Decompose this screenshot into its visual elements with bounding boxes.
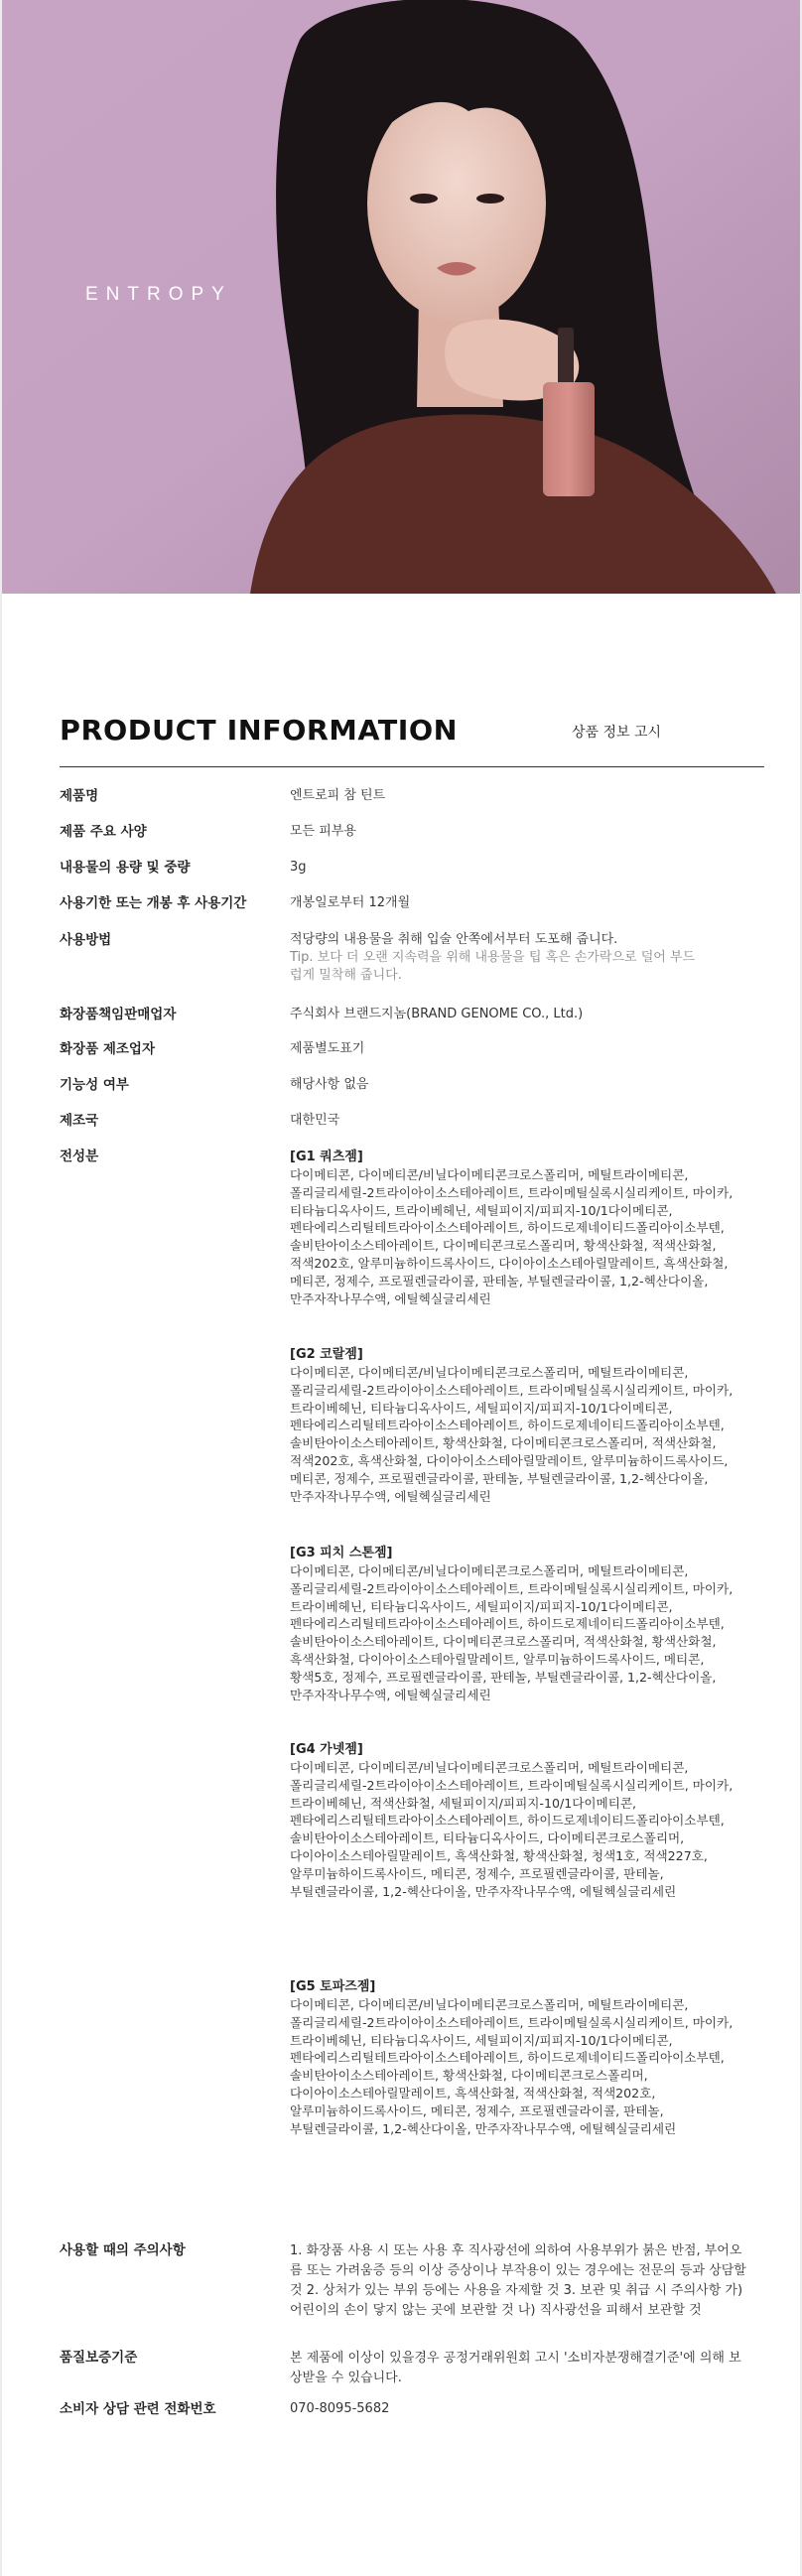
ingredient-g3 <box>290 1544 746 1703</box>
ingredient-g1-title: [G1 쿼츠젬] <box>290 1150 363 1164</box>
spec-value-specs: 모든 피부용 <box>290 824 356 839</box>
ingredient-g1-text: 다이메티콘, 다이메티콘/비닐다이메티콘크로스폴리머, 메틸트라이메티콘, 폴리글리세릴-2트라이아이소스테아레이트, 트라이메틸실록시실리케이트, 마이카, 티타늄디옥사이드, 트라이베헤닌, 세틸피이지/피피지-10/1다이메티콘, 펜타에리스리틸테트라아이소스테아레이트, 하이드로제네이티드폴리아이소부텐, 솔비탄아이소스테아레이트, 다이메티콘크로스폴리머, 황색산화철, 적색산화철, 적색202호, 알루미늄하이드록사이드, 다이아이소스테아릴말레이트, 흑색산화철, 메티콘, 정제수, 프로필렌글라이콜, 판테놀, 부틸렌글라이콜, 1,2-헥산다이올, 만주자작나무수액, 에틸헥실글리세린 <box>290 1167 734 1306</box>
spec-label-caution: 사용할 때의 주의사항 <box>60 2242 186 2258</box>
ingredient-g4-title: [G4 가넷젬] <box>290 1742 363 1757</box>
section-header <box>60 711 764 767</box>
spec-label-country: 제조국 <box>60 1113 99 1129</box>
spec-value-seller: 주식회사 브랜드지놈(BRAND GENOME CO., Ltd.) <box>290 1007 584 1021</box>
ingredient-g1 <box>290 1148 746 1307</box>
spec-label-usage: 사용방법 <box>60 932 112 948</box>
spec-value-usage <box>290 931 707 985</box>
spec-value-country: 대한민국 <box>290 1113 340 1128</box>
spec-value-shelf-life: 개봉일로부터 12개월 <box>290 895 411 910</box>
ingredient-g4-text: 다이메티콘, 다이메티콘/비닐다이메티콘크로스폴리머, 메틸트라이메티콘, 폴리글리세릴-2트라이아이소스테아레이트, 트라이메틸실록시실리케이트, 마이카, 트라이베헤닌, 적색산화철, 세틸피이지/피피지-10/1다이메티콘, 펜타에리스리틸테트라아이소스테아레이트, 하이드로제네이티드폴리아이소부텐, 솔비탄아이소스테아레이트, 티타늄디옥사이드, 다이메티콘크로스폴리머, 다이아이소스테아릴말레이트, 흑색산화철, 황색산화철, 청색1호, 적색227호, 알루미늄하이드록사이드, 메티콘, 정제수, 프로필렌글라이콜, 판테놀, 부틸렌글라이콜, 1,2-헥산다이올, 만주자작나무수액, 에틸헥실글리세린 <box>290 1760 734 1899</box>
usage-text: 적당량의 내용물을 취해 입술 안쪽에서부터 도포해 줍니다. <box>290 932 618 947</box>
ingredient-g2-text: 다이메티콘, 다이메티콘/비닐다이메티콘크로스폴리머, 메틸트라이메티콘, 폴리글리세릴-2트라이아이소스테아레이트, 트라이메틸실록시실리케이트, 마이카, 트라이베헤닌, 티타늄디옥사이드, 세틸피이지/피피지-10/1다이메티콘, 펜타에리스리틸테트라아이소스테아레이트, 하이드로제네이티드폴리아이소부텐, 솔비탄아이소스테아레이트, 황색산화철, 다이메티콘크로스폴리머, 적색산화철, 적색202호, 흑색산화철, 다이아이소스테아릴말레이트, 알루미늄하이드록사이드, 메티콘, 정제수, 프로필렌글라이콜, 판테놀, 부틸렌글라이콜, 1,2-헥산다이올, 만주자작나무수액, 에틸헥실글리세린 <box>290 1365 734 1504</box>
ingredient-g3-title: [G3 피치 스톤젬] <box>290 1546 393 1560</box>
spec-label-shelf-life: 사용기한 또는 개봉 후 사용기간 <box>60 895 247 911</box>
ingredient-g5 <box>290 1977 746 2137</box>
product-detail-page <box>2 0 800 2576</box>
spec-label-phone: 소비자 상담 관련 전화번호 <box>60 2401 216 2417</box>
hero-banner <box>2 0 800 594</box>
spec-label-seller: 화장품책임판매업자 <box>60 1007 177 1022</box>
spec-value-volume: 3g <box>290 860 307 875</box>
spec-value-quality: 본 제품에 이상이 있을경우 공정거래위원회 고시 '소비자분쟁해결기준'에 의해 보상받을 수 있습니다. <box>290 2351 741 2385</box>
spec-value-phone: 070-8095-5682 <box>290 2401 390 2416</box>
spec-label-product-name: 제품명 <box>60 788 99 804</box>
spec-label-volume: 내용물의 용량 및 중량 <box>60 860 191 876</box>
spec-label-quality: 품질보증기준 <box>60 2350 138 2366</box>
usage-tip: Tip. 보다 더 오랜 지속력을 위해 내용물을 팁 혹은 손가락으로 덜어 부드럽게 밀착해 줍니다. <box>290 950 696 983</box>
spec-value-product-name: 엔트로피 참 틴트 <box>290 788 386 803</box>
ingredient-g2-title: [G2 코랄젬] <box>290 1347 363 1362</box>
spec-label-specs: 제품 주요 사양 <box>60 824 147 840</box>
ingredient-g5-title: [G5 토파즈젬] <box>290 1979 376 1994</box>
spec-value-manufacturer: 제품별도표기 <box>290 1041 365 1056</box>
brand-wordmark: ENTROPY <box>85 284 232 305</box>
ingredient-g5-text: 다이메티콘, 다이메티콘/비닐다이메티콘크로스폴리머, 메틸트라이메티콘, 폴리글리세릴-2트라이아이소스테아레이트, 트라이메틸실록시실리케이트, 마이카, 트라이베헤닌, 티타늄디옥사이드, 세틸피이지/피피지-10/1다이메티콘, 펜타에리스리틸테트라아이소스테아레이트, 하이드로제네이티드폴리아이소부텐, 솔비탄아이소스테아레이트, 황색산화철, 다이메티콘크로스폴리머, 다이아이소스테아릴말레이트, 흑색산화철, 적색산화철, 적색202호, 알루미늄하이드록사이드, 메티콘, 정제수, 프로필렌글라이콜, 판테놀, 부틸렌글라이콜, 1,2-헥산다이올, 만주자작나무수액, 에틸헥실글리세린 <box>290 1997 734 2136</box>
spec-label-ingredients: 전성분 <box>60 1149 99 1164</box>
page-subtitle: 상품 정보 고시 <box>572 725 662 741</box>
page-title: PRODUCT INFORMATION <box>60 714 459 746</box>
ingredient-g3-text: 다이메티콘, 다이메티콘/비닐다이메티콘크로스폴리머, 메틸트라이메티콘, 폴리글리세릴-2트라이아이소스테아레이트, 트라이메틸실록시실리케이트, 마이카, 트라이베헤닌, 티타늄디옥사이드, 세틸피이지/피피지-10/1다이메티콘, 펜타에리스리틸테트라아이소스테아레이트, 하이드로제네이티드폴리아이소부텐, 솔비탄아이소스테아레이트, 다이메티콘크로스폴리머, 적색산화철, 황색산화철, 흑색산화철, 다이아이소스테아릴말레이트, 알루미늄하이드록사이드, 메티콘, 황색5호, 정제수, 프로필렌글라이콜, 판테놀, 부틸렌글라이콜, 1,2-헥산다이올, 만주자작나무수액, 에틸헥실글리세린 <box>290 1563 734 1702</box>
spec-value-functional: 해당사항 없음 <box>290 1077 369 1092</box>
spec-label-manufacturer: 화장품 제조업자 <box>60 1041 155 1057</box>
spec-value-caution: 1. 화장품 사용 시 또는 사용 후 직사광선에 의하여 사용부위가 붉은 반점, 부어오름 또는 가려움증 등의 이상 증상이나 부작용이 있는 경우에는 전문의 등과 상담할 것 2. 상처가 있는 부위 등에는 사용을 자제할 것 3. 보관 및 취급 시 주의사항 가) 어린이의 손이 닿지 않는 곳에 보관할 것 나) 직사광선을 피해서 보관할 것 <box>290 2243 746 2318</box>
spec-label-functional: 기능성 여부 <box>60 1077 129 1093</box>
ingredient-g4 <box>290 1740 746 1900</box>
ingredient-g2 <box>290 1345 746 1505</box>
